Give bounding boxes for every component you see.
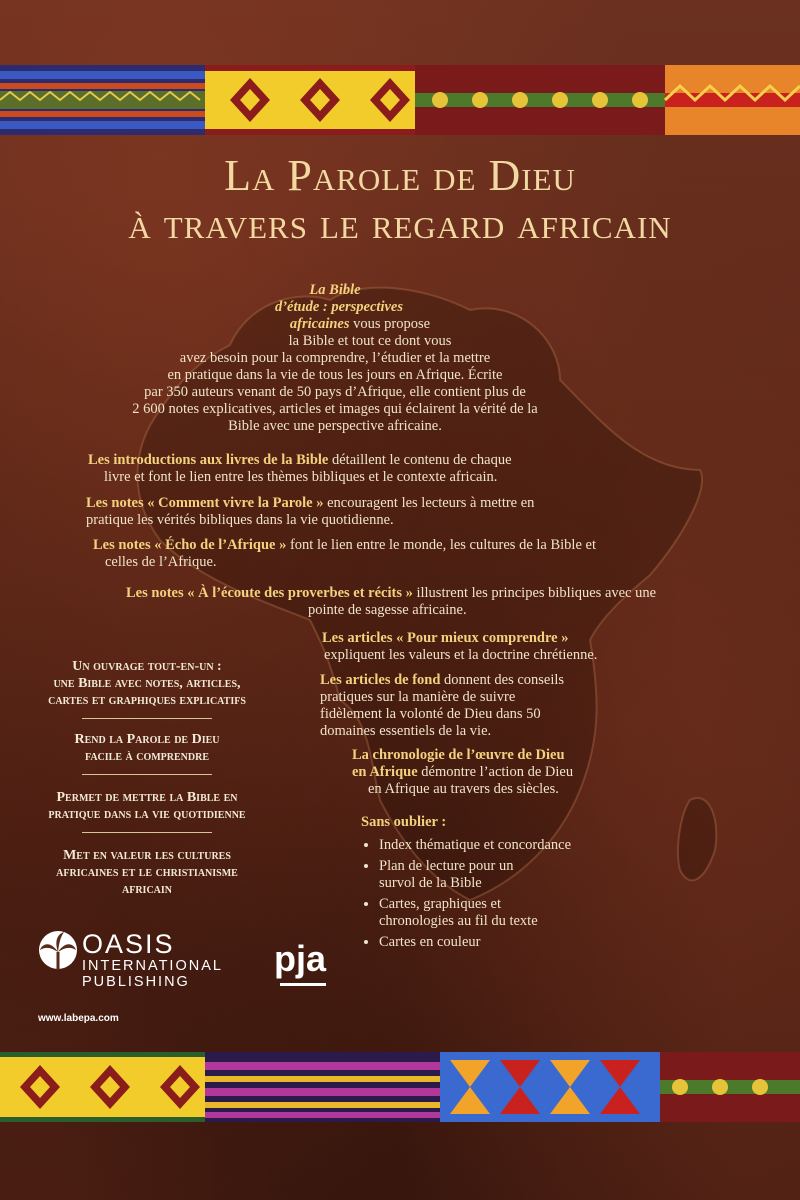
book-title-c: africaines: [289, 316, 350, 332]
item-proverbes: Les notes « À l’écoute des proverbes et récits » illustrent les principes bibliques avec une pointe de sagesse africaine.: [126, 585, 657, 618]
pja-logo: [272, 935, 334, 993]
intro-text-c: avez besoin pour la comprendre, l’étudier et la mettre: [179, 350, 491, 366]
extras-section: [361, 814, 641, 955]
extras-item-cont: chronologies au fil du texte: [379, 913, 538, 929]
feature-1: Un ouvrage tout-en-un : une Bible avec notes, articles, cartes et graphiques explicatifs: [48, 659, 246, 708]
intro-text-g: Bible avec une perspective africaine.: [228, 418, 442, 434]
extras-list: [361, 837, 641, 951]
item-introductions: Les introductions aux livres de la Bible détaillent le contenu de chaque livre et font le lien entre les thèmes bibliques et le contexte africain.: [88, 452, 512, 485]
intro-paragraph: [120, 282, 550, 435]
intro-text-d: en pratique dans la vie de tous les jours en Afrique. Écrite: [167, 367, 503, 383]
intro-text-e: par 350 auteurs venant de 50 pays d’Afrique, elle contient plus de: [144, 384, 526, 400]
feature-divider: [82, 774, 212, 775]
book-title-a: La Bible: [309, 282, 361, 298]
extras-heading: Sans oublier :: [361, 814, 447, 830]
intro-text-b: la Bible et tout ce dont vous: [288, 333, 452, 349]
oasis-wordmark: [82, 930, 223, 990]
extras-item: • Plan de lecture pour un: [379, 858, 641, 875]
intro-text-f: 2 600 notes explicatives, articles et images qui éclairent la vérité de la: [132, 401, 538, 417]
intro-text-a: vous propose: [349, 316, 431, 332]
oasis-name-2: INTERNATIONAL: [82, 958, 223, 974]
extras-item-cont: survol de la Bible: [379, 875, 482, 891]
oasis-palm-logo-icon: [38, 930, 78, 990]
item-comment-vivre: Les notes « Comment vivre la Parole » encouragent les lecteurs à mettre en pratique les vérités bibliques dans la vie quotidienne.: [86, 495, 535, 528]
item-pour-mieux-comprendre: Les articles « Pour mieux comprendre » expliquent les valeurs et la doctrine chrétienne.: [322, 630, 598, 663]
feature-divider: [82, 718, 212, 719]
feature-divider: [82, 832, 212, 833]
book-title-b: d’étude : perspectives: [274, 299, 404, 315]
oasis-name-1: OASIS: [82, 929, 175, 959]
item-chronologie: La chronologie de l’œuvre de Dieu en Afrique démontre l’action de Dieu en Afrique au travers des siècles.: [352, 747, 574, 797]
oasis-name-3: PUBLISHING: [82, 974, 190, 990]
title-line-1: La Parole de Dieu: [224, 151, 576, 200]
feature-4: Met en valeur les cultures africaines et le christianisme africain: [56, 848, 238, 897]
feature-3: Permet de mettre la Bible en pratique dans la vie quotidienne: [48, 790, 246, 822]
pja-logo-text: pja: [274, 938, 327, 979]
item-articles-de-fond: Les articles de fond donnent des conseils pratiques sur la manière de suivre fidèlement la volonté de Dieu dans 50 domaines essentiels de la vie.: [320, 672, 565, 739]
extras-item: • Index thématique et concordance: [379, 837, 641, 854]
title-line-2: à travers le regard africain: [128, 199, 672, 248]
item-echo-afrique: Les notes « Écho de l’Afrique » font le lien entre le monde, les cultures de la Bible et celles de l’Afrique.: [93, 537, 596, 570]
website-link[interactable]: www.labepa.com: [38, 1013, 119, 1024]
feature-2: Rend la Parole de Dieu facile à comprendre: [74, 732, 220, 764]
extras-item: • Cartes, graphiques et: [379, 896, 641, 913]
extras-item: • Cartes en couleur: [379, 934, 641, 951]
